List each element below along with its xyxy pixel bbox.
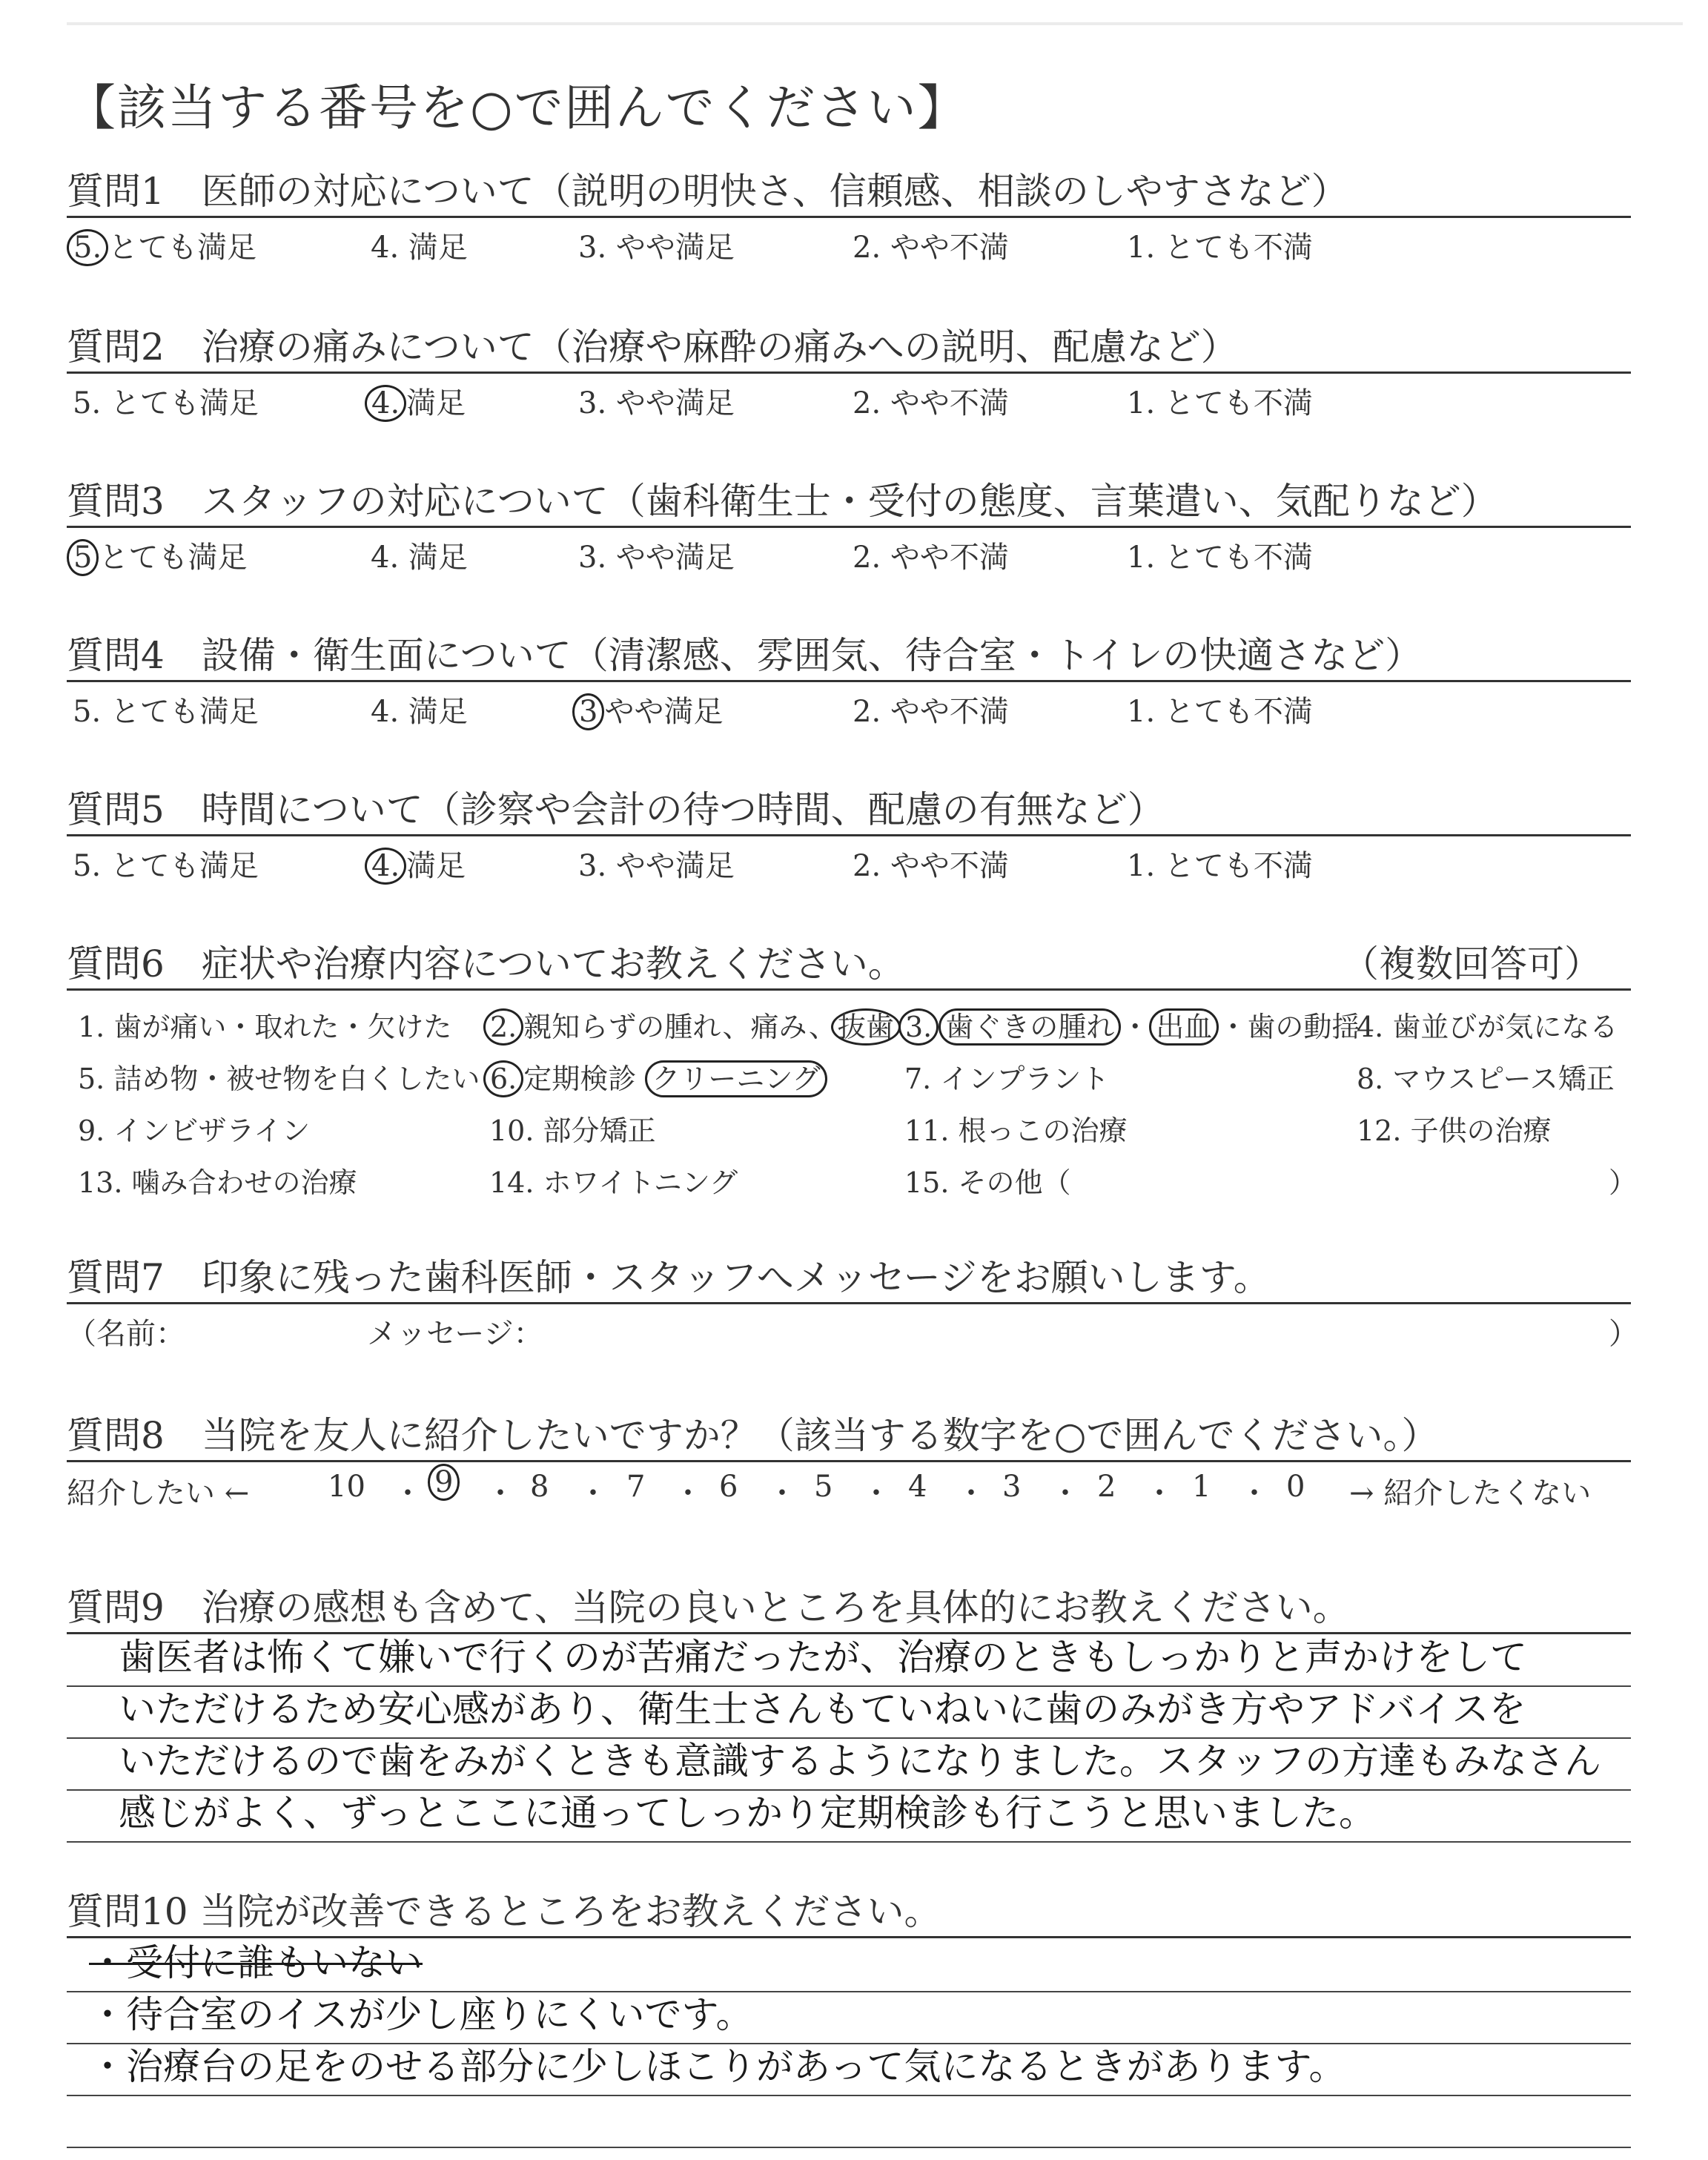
question-1 [67,167,1631,265]
q8-left-label: 紹介したい ← [67,1476,250,1510]
q6-item-8[interactable]: 8. マウスピース矯正 [1357,1063,1615,1095]
q6-note: （複数回答可） [1342,942,1601,985]
q7-title: 質問7 印象に残った歯科医師・スタッフへメッセージをお願いします。 [67,1256,1271,1299]
q6-item-5[interactable]: 5. 詰め物・被せ物を白くしたい [78,1063,480,1095]
q7-fields [67,1304,1638,1351]
q2-title: 質問2 治療の痛みについて（治療や麻酔の痛みへの説明、配慮など） [67,326,1238,369]
q2-option-5[interactable]: 5. とても満足 [73,386,259,420]
q3-option-4[interactable]: 4. 満足 [371,541,468,575]
q5-option-1[interactable]: 1. とても不満 [1127,849,1313,883]
q6-item-14[interactable]: 14. ホワイトニング [489,1166,738,1199]
q6-item-3[interactable] [904,1004,1360,1046]
q9-title: 質問9 治療の感想も含めて、当院の良いところを具体的にお教えください。 [67,1586,1350,1629]
q1-option-1[interactable]: 1. とても不満 [1127,231,1313,265]
q1-option-5-label: とても満足 [108,231,257,265]
q8-scale-sep: ・ [578,1476,608,1510]
q9-rule [67,1632,1631,1634]
top-border [67,22,1683,25]
q6-item-2[interactable] [489,1004,901,1046]
q6-item-3-separator: ・ [1121,1011,1150,1043]
q7-close: ） [1609,1317,1638,1351]
q6-item-4[interactable]: 4. 歯並びが気になる [1357,1011,1618,1043]
q2-option-1[interactable]: 1. とても不満 [1127,386,1313,420]
q4-option-3-label: やや満足 [604,695,724,729]
q2-option-3[interactable]: 3. やや満足 [578,386,735,420]
q9-answer [67,1635,1631,1843]
q5-title: 質問5 時間について（診察や会計の待つ時間、配慮の有無など） [67,788,1165,831]
q8-scale-8[interactable]: 8 [530,1470,549,1504]
q6-item-3-bleeding-mark: 出血 [1149,1008,1219,1046]
q6-item-6-mark: 6. [483,1060,523,1097]
q6-item-15[interactable]: 15. その他（ [904,1166,1071,1199]
q8-scale-2[interactable]: 2 [1097,1470,1116,1504]
q8-scale [67,1462,1631,1510]
page-header: 【該当する番号を○で囲んでください】 [67,79,968,136]
question-5 [67,785,1631,881]
q3-option-1[interactable]: 1. とても不満 [1127,541,1313,575]
q1-circled-mark: 5. [67,229,108,266]
q5-option-3[interactable]: 3. やや満足 [578,849,735,883]
q6-item-3-label: ・歯の動揺 [1219,1011,1360,1043]
q8-scale-9-circled[interactable]: 9 [428,1464,460,1501]
q8-scale-sep: ・ [767,1476,797,1510]
q8-scale-5[interactable]: 5 [814,1470,833,1504]
q4-option-1[interactable]: 1. とても不満 [1127,695,1313,729]
q6-item-6-cleaning-mark: クリーニング [645,1060,827,1097]
q5-options [67,836,1631,881]
q6-item-10[interactable]: 10. 部分矯正 [489,1114,656,1147]
q6-title-row [67,939,1631,988]
q10-answer-line-2: ・待合室のイスが少し座りにくいです。 [67,1992,1631,2044]
q6-item-12[interactable]: 12. 子供の治療 [1357,1114,1552,1147]
q9-answer-line-1: 歯医者は怖くて嫌いで行くのが苦痛だったが、治療のときもしっかりと声かけをして [67,1635,1631,1687]
q4-option-5[interactable]: 5. とても満足 [73,695,259,729]
q7-message-label[interactable]: メッセージ： [367,1317,543,1351]
q6-item-1[interactable]: 1. 歯が痛い・取れた・欠けた [78,1011,452,1043]
q8-scale-sep: ・ [1239,1476,1269,1510]
q7-name-label[interactable]: （名前： [67,1317,185,1351]
q3-option-3[interactable]: 3. やや満足 [578,541,735,575]
q8-scale-sep: ・ [861,1476,891,1510]
q4-option-2[interactable]: 2. やや不満 [853,695,1009,729]
q8-scale-sep: ・ [673,1476,703,1510]
q5-option-4-label: 満足 [406,849,466,883]
q1-options [67,218,1631,265]
q6-item-3-mark: 3. [898,1008,939,1046]
q3-option-5-label: とても満足 [99,541,248,575]
q8-scale-4[interactable]: 4 [908,1470,927,1504]
q1-option-3[interactable]: 3. やや満足 [578,231,735,265]
q8-scale-7[interactable]: 7 [626,1470,646,1504]
q5-option-4[interactable] [371,842,466,885]
question-9 [67,1583,1631,1634]
q4-options [67,682,1631,727]
q2-options [67,374,1631,418]
q1-title: 質問1 医師の対応について（説明の明快さ、信頼感、相談のしやすさなど） [67,170,1348,213]
q6-options [67,991,1638,1206]
q10-rule [67,1936,1631,1938]
question-3 [67,477,1631,575]
q6-item-6[interactable] [489,1056,827,1097]
q8-scale-0[interactable]: 0 [1286,1470,1305,1504]
q2-option-4[interactable] [371,380,466,422]
q6-item-6-label: 定期検診 [523,1063,637,1095]
question-10 [67,1887,1631,1938]
q2-option-4-label: 満足 [406,386,466,420]
q6-item-7[interactable]: 7. インプラント [904,1063,1110,1095]
q2-circled-mark: 4. [365,385,406,422]
q8-scale-sep: ・ [486,1476,515,1510]
q6-item-13[interactable]: 13. 噛み合わせの治療 [78,1166,357,1199]
q6-item-15-close: ） [1609,1166,1638,1199]
q4-circled-mark: 3 [572,693,604,730]
q8-scale-1[interactable]: 1 [1192,1470,1211,1504]
q1-option-5[interactable] [73,224,256,266]
q3-circled-mark: 5 [67,539,99,576]
q8-scale-sep: ・ [1145,1476,1174,1510]
question-2 [67,323,1631,418]
q3-options [67,528,1631,575]
q6-item-2-label: 親知らずの腫れ、痛み、 [523,1011,837,1043]
q1-option-2[interactable]: 2. やや不満 [853,231,1009,265]
q8-scale-sep: ・ [1050,1476,1080,1510]
q9-answer-line-2: いただけるため安心感があり、衛生士さんもていねいに歯のみがき方やアドバイスを [67,1687,1631,1739]
q3-option-2[interactable]: 2. やや不満 [853,541,1009,575]
q8-scale-10[interactable]: 10 [328,1470,365,1504]
q9-answer-line-3: いただけるので歯をみがくときも意識するようになりました。スタッフの方達もみなさん [67,1739,1631,1791]
q4-option-3[interactable] [578,688,723,730]
q10-strikethrough-text: ・受付に誰もいない [89,1941,423,1984]
question-7 [67,1253,1638,1351]
q8-scale-sep: ・ [393,1476,423,1510]
q10-answer-line-1 [67,1941,1631,1992]
q6-item-2-extraction-mark: 抜歯 [831,1008,901,1046]
question-4 [67,631,1631,727]
q5-circled-mark: 4. [365,848,406,885]
q6-item-2-mark: 2. [483,1008,523,1046]
question-6 [67,939,1638,1206]
q6-title: 質問6 症状や治療内容についてお教えください。 [67,942,905,985]
q1-option-4[interactable]: 4. 満足 [371,231,468,265]
q2-option-2[interactable]: 2. やや不満 [853,386,1009,420]
question-8 [67,1411,1631,1510]
q8-scale-6[interactable]: 6 [719,1470,738,1504]
q5-option-2[interactable]: 2. やや不満 [853,849,1009,883]
q3-title: 質問3 スタッフの対応について（歯科衛生士・受付の態度、言葉遣い、気配りなど） [67,480,1498,523]
q10-answer-line-4-blank [67,2096,1631,2148]
q8-scale-sep: ・ [956,1476,986,1510]
q6-item-3-swelling-mark: 歯ぐきの腫れ [939,1008,1121,1046]
q6-item-11[interactable]: 11. 根っこの治療 [904,1114,1128,1147]
q6-item-9[interactable]: 9. インビザライン [78,1114,311,1147]
q8-scale-3[interactable]: 3 [1002,1470,1022,1504]
q4-option-4[interactable]: 4. 満足 [371,695,468,729]
q3-option-5[interactable] [73,534,247,576]
q4-title: 質問4 設備・衛生面について（清潔感、雰囲気、待合室・トイレの快適さなど） [67,634,1423,677]
q8-title: 質問8 当院を友人に紹介したいですか？（該当する数字を○で囲んでください。） [67,1414,1439,1457]
q10-answer [67,1941,1631,2148]
q8-right-label: → 紹介したくない [1349,1476,1592,1510]
q9-answer-line-4: 感じがよく、ずっとここに通ってしっかり定期検診も行こうと思いました。 [67,1791,1631,1843]
q10-answer-line-3: ・治療台の足をのせる部分に少しほこりがあって気になるときがあります。 [67,2044,1631,2096]
q10-title: 質問10 当院が改善できるところをお教えください。 [67,1890,941,1933]
q5-option-5[interactable]: 5. とても満足 [73,849,259,883]
